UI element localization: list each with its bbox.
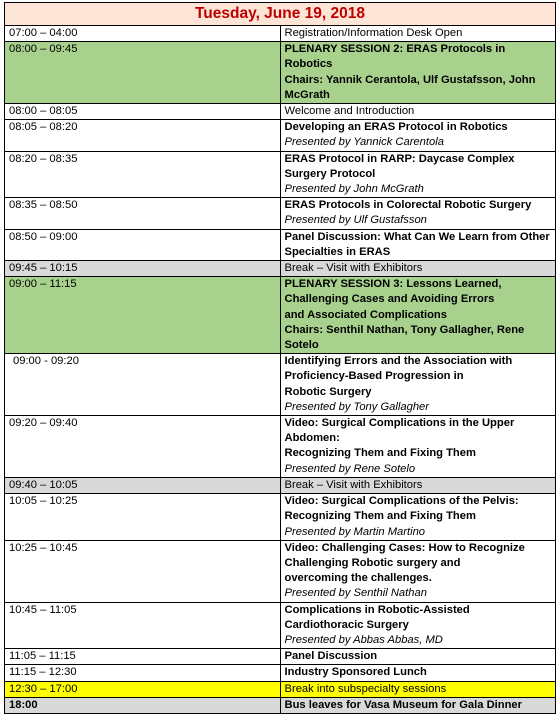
session-time: 09:40 – 10:05 [5, 477, 281, 493]
schedule-row [5, 104, 556, 120]
schedule-row [5, 42, 556, 104]
schedule-row [5, 681, 556, 697]
session-title-line: and Associated Complications [284, 308, 447, 321]
session-time: 09:20 – 09:40 [5, 416, 281, 478]
session-details [280, 26, 556, 42]
session-details [280, 697, 556, 713]
session-time: 07:00 – 04:00 [5, 26, 281, 42]
session-details [280, 416, 556, 478]
session-title-line: Bus leaves for Vasa Museum for Gala Dinner [284, 698, 523, 711]
session-time: 08:20 – 08:35 [5, 151, 281, 198]
schedule-row [5, 649, 556, 665]
session-title-line: Panel Discussion [284, 650, 378, 663]
session-details [280, 681, 556, 697]
session-details [280, 120, 556, 151]
schedule-row [5, 229, 556, 260]
session-title-line: overcoming the challenges. [284, 572, 432, 585]
session-title-line: Registration/Information Desk Open [284, 27, 463, 39]
session-title-line: Industry Sponsored Lunch [284, 666, 427, 679]
schedule-row [5, 665, 556, 681]
day-title: Tuesday, June 19, 2018 [5, 3, 556, 26]
session-presenter: Presented by Senthil Nathan [284, 587, 427, 600]
session-presenter: Presented by Abbas Abbas, MD [284, 633, 443, 646]
schedule-row [5, 151, 556, 198]
session-title-line: Complications in Robotic-Assisted Cardiothoracic Surgery [284, 603, 470, 631]
session-title-line: Break into subspecialty sessions [284, 682, 447, 695]
session-details [280, 354, 556, 416]
session-presenter: Presented by Rene Sotelo [284, 462, 416, 475]
session-title-line: ERAS Protocols in Colorectal Robotic Surgery [284, 199, 532, 212]
schedule-row [5, 120, 556, 151]
session-details [280, 104, 556, 120]
session-title-line: PLENARY SESSION 3: Lessons Learned, Challenging Cases and Avoiding Errors [284, 278, 502, 306]
session-title-line: Chairs: Senthil Nathan, Tony Gallagher, Rene Sotelo [284, 323, 525, 352]
session-time: 10:45 – 11:05 [5, 602, 281, 649]
session-presenter: Presented by Tony Gallagher [284, 400, 429, 413]
session-title-line: ERAS Protocol in RARP: Daycase Complex Surgery Protocol [284, 152, 515, 180]
schedule-row [5, 494, 556, 541]
session-time: 08:00 – 08:05 [5, 104, 281, 120]
session-title-line: Recognizing Them and Fixing Them [284, 510, 476, 523]
session-time: 09:45 – 10:15 [5, 261, 281, 277]
session-time: 11:15 – 12:30 [5, 665, 281, 681]
session-title-line: Video: Surgical Complications of the Pelvis: [284, 495, 519, 508]
schedule-table [4, 2, 556, 714]
session-time: 18:00 [5, 697, 281, 713]
session-title-line: Break – Visit with Exhibitors [284, 478, 423, 491]
session-title-line: Break – Visit with Exhibitors [284, 262, 423, 275]
session-title-line: PLENARY SESSION 2: ERAS Protocols in Robotics [284, 43, 506, 71]
session-title-line: Panel Discussion: What Can We Learn from Other Specialties in ERAS [284, 230, 550, 258]
schedule-row [5, 697, 556, 713]
session-details [280, 229, 556, 260]
session-time: 09:00 - 09:20 [5, 354, 281, 416]
session-details [280, 649, 556, 665]
session-presenter: Presented by Martin Martino [284, 525, 426, 538]
schedule-row [5, 354, 556, 416]
session-title-line: Video: Challenging Cases: How to Recognize Challenging Robotic surgery and [284, 541, 525, 569]
session-time: 12:30 – 17:00 [5, 681, 281, 697]
session-title-line: Developing an ERAS Protocol in Robotics [284, 121, 508, 134]
session-title-line: Chairs: Yannik Cerantola, Ulf Gustafsson, John McGrath [284, 73, 536, 101]
session-details [280, 665, 556, 681]
session-title-line: Welcome and Introduction [284, 105, 415, 118]
session-details [280, 277, 556, 354]
schedule-row [5, 277, 556, 354]
schedule-row [5, 602, 556, 649]
schedule-row [5, 416, 556, 478]
session-title-line: Robotic Surgery [284, 385, 372, 398]
session-details [280, 540, 556, 602]
session-details [280, 198, 556, 229]
schedule-row [5, 198, 556, 229]
session-title-line: Video: Surgical Complications in the Upper Abdomen: [284, 417, 515, 445]
session-time: 10:05 – 10:25 [5, 494, 281, 541]
session-presenter: Presented by Yannick Carentola [284, 136, 444, 149]
session-title-line: Recognizing Them and Fixing Them [284, 447, 476, 460]
session-time: 08:05 – 08:20 [5, 120, 281, 151]
schedule-row [5, 540, 556, 602]
schedule-row [5, 261, 556, 277]
session-time: 08:35 – 08:50 [5, 198, 281, 229]
session-time: 11:05 – 11:15 [5, 649, 281, 665]
session-details [280, 494, 556, 541]
schedule-row [5, 26, 556, 42]
session-details [280, 261, 556, 277]
session-details [280, 42, 556, 104]
session-time: 08:50 – 09:00 [5, 229, 281, 260]
session-presenter: Presented by John McGrath [284, 183, 424, 196]
session-details [280, 477, 556, 493]
schedule-header-row [5, 3, 556, 26]
session-time: 09:00 – 11:15 [5, 277, 281, 354]
session-time: 10:25 – 10:45 [5, 540, 281, 602]
session-presenter: Presented by Ulf Gustafsson [284, 214, 427, 227]
session-time: 08:00 – 09:45 [5, 42, 281, 104]
session-details [280, 151, 556, 198]
session-details [280, 602, 556, 649]
schedule-row [5, 477, 556, 493]
session-title-line: Identifying Errors and the Association with Proficiency-Based Progression in [284, 355, 513, 383]
